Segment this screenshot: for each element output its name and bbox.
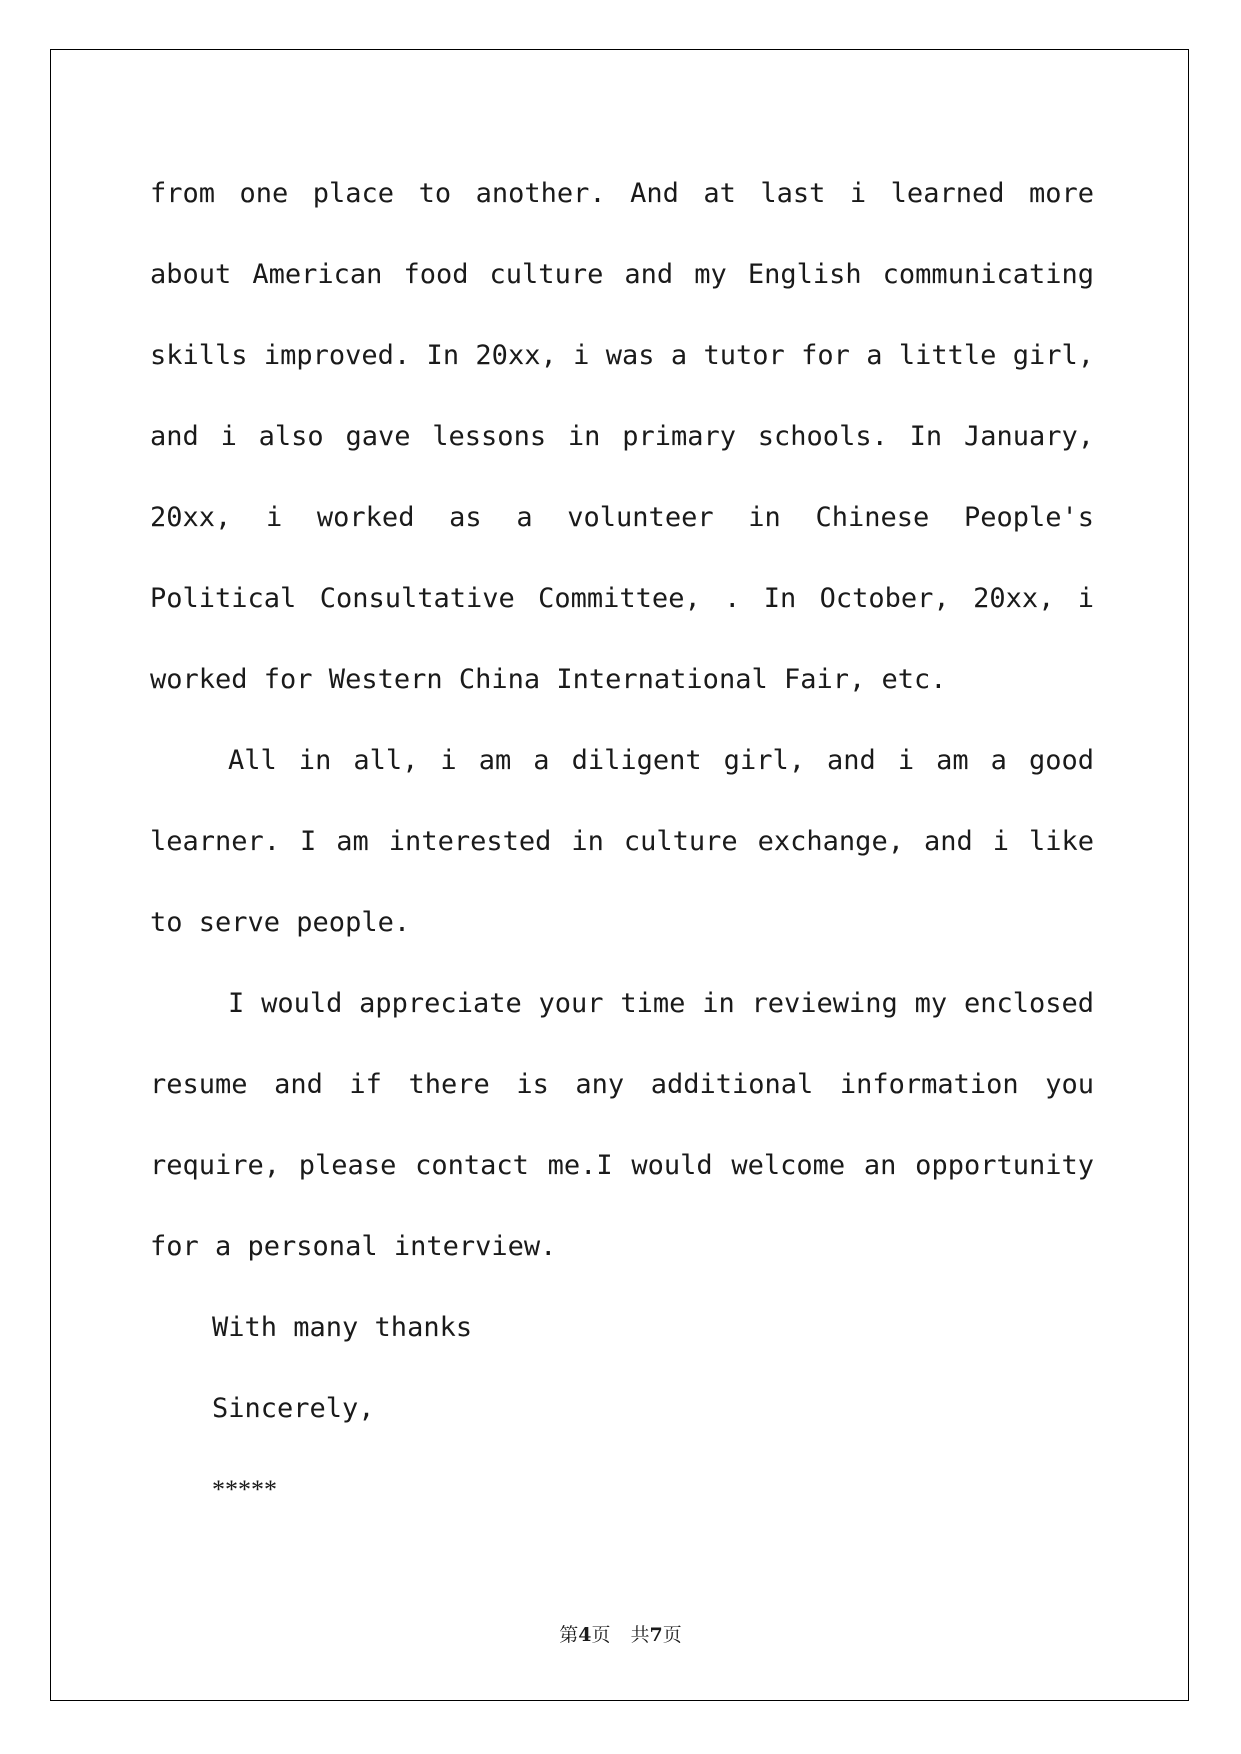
current-page-number: 4 xyxy=(578,1624,592,1646)
paragraph-request: I would appreciate your time in reviewing my enclosed resume and if there is any additional information you require, please contact me.I would welcome an opportunity for a personal interview. xyxy=(150,988,1094,1262)
document-body xyxy=(150,153,1094,1530)
total-page-number: 7 xyxy=(649,1624,663,1646)
paragraph-summary: All in all, i am a diligent girl, and i am a good learner. I am interested in culture exchange, and i like to serve people. xyxy=(150,745,1094,938)
footer-prefix: 第 xyxy=(559,1624,579,1646)
closing-signoff: Sincerely, xyxy=(212,1393,375,1424)
signature: ***** xyxy=(212,1475,277,1504)
closing-thanks: With many thanks xyxy=(212,1312,473,1343)
page-number-footer xyxy=(0,1620,1241,1647)
paragraph-experience: from one place to another. And at last i learned more about American food culture and my English communicating skills improved. In 20xx, i was a tutor for a little girl, and i also gave lessons in primary schools. In January, 20xx, i worked as a volunteer in Chinese People's Political Consultative Committee, . In October, 20xx, i worked for Western China International Fair, etc. xyxy=(150,178,1094,695)
footer-page-word: 页 xyxy=(591,1624,611,1646)
footer-total-suffix: 页 xyxy=(662,1624,682,1646)
footer-total-prefix: 共 xyxy=(630,1624,650,1646)
